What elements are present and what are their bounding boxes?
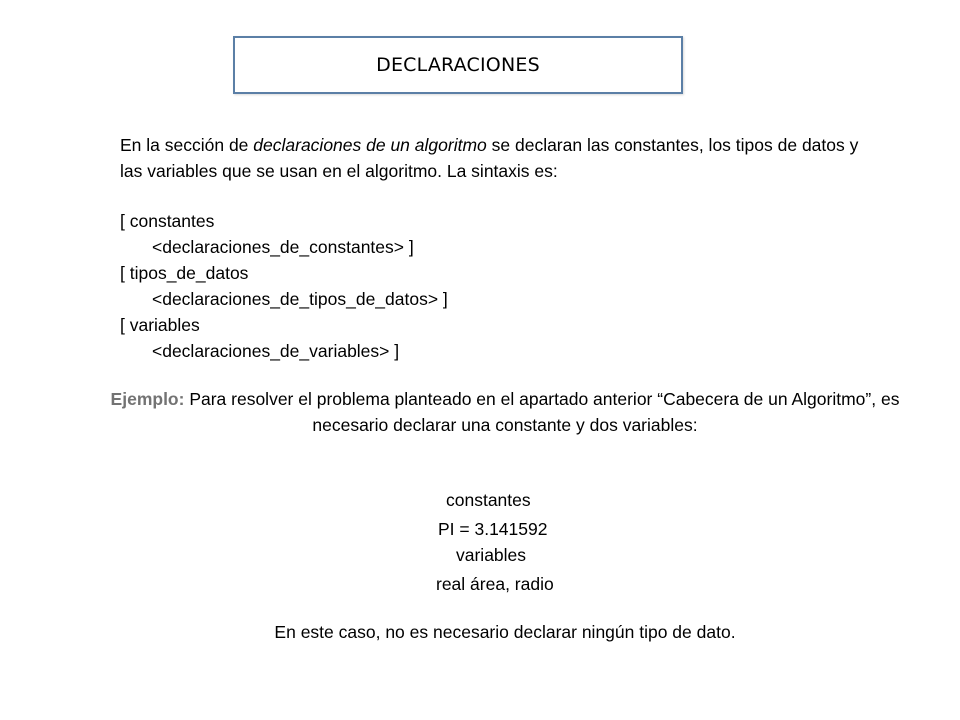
syntax-line-tipos-de-datos: [ tipos_de_datos	[120, 263, 249, 283]
page-title: DECLARACIONES	[376, 54, 540, 76]
syntax-line-constantes: [ constantes	[120, 211, 215, 231]
syntax-line-declaraciones-variables: <declaraciones_de_variables> ]	[152, 341, 400, 361]
syntax-block	[120, 208, 860, 364]
syntax-line-declaraciones-constantes: <declaraciones_de_constantes> ]	[152, 237, 414, 257]
closing-sentence: En este caso, no es necesario declarar ningún tipo de dato.	[274, 622, 736, 642]
code-line-real: real área, radio	[436, 574, 554, 594]
intro-text-before: En la sección de	[120, 135, 254, 155]
example-label: Ejemplo:	[110, 389, 185, 409]
example-paragraph	[100, 386, 910, 438]
intro-paragraph	[120, 132, 860, 184]
syntax-line-declaraciones-tipos: <declaraciones_de_tipos_de_datos> ]	[152, 289, 448, 309]
code-line-variables: variables	[456, 545, 527, 565]
intro-text-italic: declaraciones de un algoritmo	[253, 135, 487, 155]
intro-text-after: se declaran las constantes, los tipos de datos y las variables que se usan en el algoritmo. La sintaxis es:	[120, 135, 859, 181]
syntax-line-variables: [ variables	[120, 315, 200, 335]
title-box	[233, 36, 683, 94]
code-line-constantes: constantes	[446, 490, 531, 510]
example-text: Para resolver el problema planteado en el apartado anterior “Cabecera de un Algoritmo”, es necesario declarar una constante y dos variables:	[184, 389, 900, 435]
code-line-pi: PI = 3.141592	[438, 519, 548, 539]
